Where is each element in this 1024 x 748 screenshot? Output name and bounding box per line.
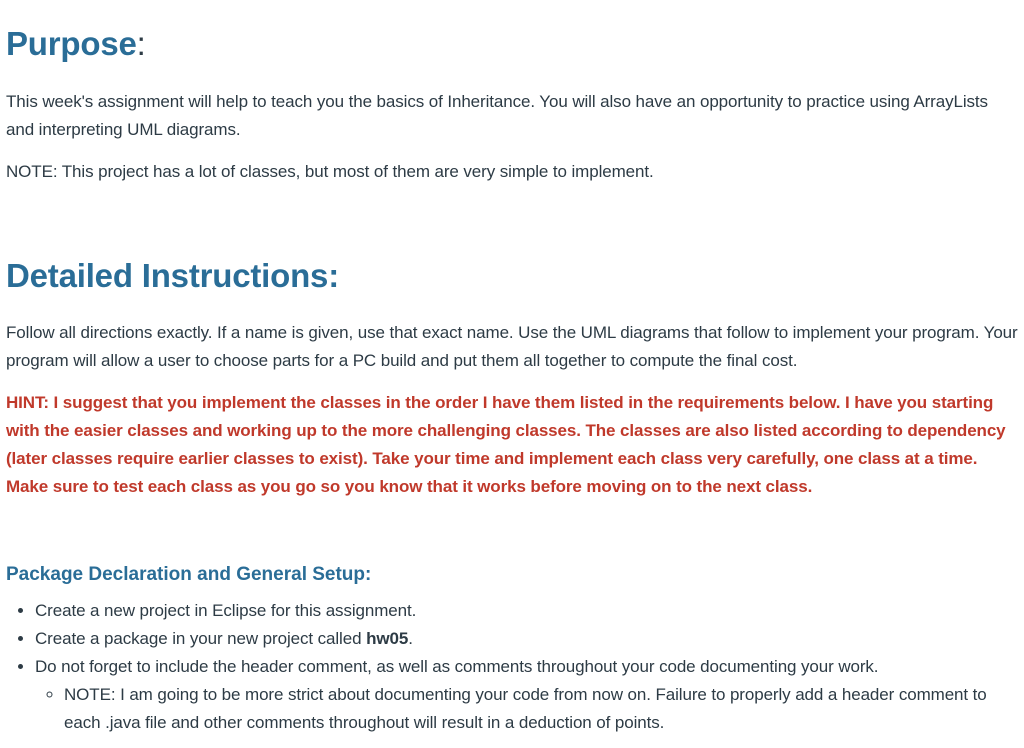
detailed-instructions-paragraph: Follow all directions exactly. If a name is given, use that exact name. Use the UML diagrams that follow to implement your program. Your program will allow a user to choose parts for a PC build and put them all together to compute the final cost.: [6, 323, 1018, 370]
purpose-heading-text: Purpose: [6, 25, 137, 62]
setup-heading: Package Declaration and General Setup:: [6, 564, 372, 585]
setup-sublist: [35, 681, 1020, 737]
purpose-heading-colon: :: [136, 25, 146, 62]
setup-list-item: [35, 625, 1020, 653]
package-name: hw05: [366, 629, 409, 648]
detailed-instructions-heading: Detailed Instructions:: [6, 257, 339, 294]
purpose-paragraph: This week's assignment will help to teach you the basics of Inheritance. You will also have an opportunity to practice using ArrayLists and interpreting UML diagrams.: [6, 92, 988, 139]
purpose-heading: [6, 0, 1020, 64]
setup-list-item: • Create a new project in Eclipse for this assignment.: [35, 597, 1020, 625]
hint-paragraph: HINT: I suggest that you implement the classes in the order I have them listed in the requirements below. I have you starting with the easier classes and working up to the more challenging classes. The classes are also listed according to dependency (later classes require earlier classes to exist). Take your time and implement each class very carefully, one class at a time. Make sure to test each class as you go so you know that it works before moving on to the next class.: [6, 393, 1006, 496]
setup-list-item-text: Create a package in your new project called: [35, 629, 367, 648]
purpose-note: NOTE: This project has a lot of classes, but most of them are very simple to implement.: [6, 162, 654, 181]
setup-list-item-text: Do not forget to include the header comment, as well as comments throughout your code documenting your work.: [35, 657, 879, 676]
setup-list-item-suffix: .: [408, 629, 413, 648]
setup-list: [6, 597, 1020, 737]
setup-list-item: [35, 653, 1020, 737]
assignment-page: [6, 0, 1020, 737]
setup-sublist-item: ◦ NOTE: I am going to be more strict about documenting your code from now on. Failure to properly add a header comment to each .java file and other comments throughout will result in a deduction of points.: [64, 681, 1020, 737]
